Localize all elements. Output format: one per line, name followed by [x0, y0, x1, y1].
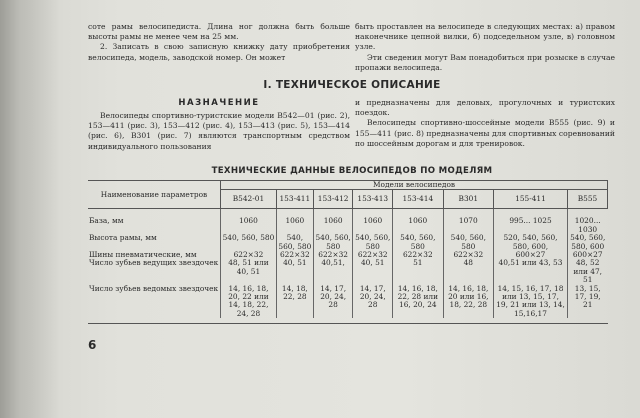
- table-cell: 14, 17, 20, 24, 28: [313, 285, 353, 319]
- paragraph: и предназначены для деловых, прогулочных и туристских поездок.: [355, 98, 615, 118]
- model-header: В542-01: [221, 190, 277, 209]
- table-cell: 540, 560, 580, 600: [567, 234, 607, 251]
- table-cell: 14, 18, 22, 28: [276, 285, 313, 319]
- section-title: I. ТЕХНИЧЕСКОЕ ОПИСАНИЕ: [263, 79, 441, 91]
- description-left: [88, 111, 350, 152]
- row-name: Шины пневматические, мм: [89, 250, 197, 260]
- row-name: Число зубьев ведомых звездочек: [89, 283, 219, 293]
- table-cell: 540, 560, 580: [393, 234, 444, 251]
- row-name: Число зубьев ведущих звездочек: [89, 258, 219, 268]
- table-cell: 540, 560, 580: [313, 234, 353, 251]
- table-cell: 40, 51: [276, 259, 313, 284]
- table-cell: 622×32: [443, 251, 494, 259]
- models-header: Модели велосипедов: [221, 181, 608, 190]
- model-header: 153-411: [276, 190, 313, 209]
- table-cell: 540, 560, 580: [353, 234, 393, 251]
- table-cell: 14, 17, 20, 24, 28: [353, 285, 393, 319]
- table-row: [88, 285, 608, 319]
- table-cell: 1060: [353, 209, 393, 234]
- table-cell: 622×32: [313, 251, 353, 259]
- table-cell: 520, 540, 560, 580, 600,: [494, 234, 568, 251]
- table-cell: 14, 15, 16, 17, 18 или 13, 15, 17, 19, 21 или 13, 14, 15,16,17: [494, 285, 568, 319]
- table-cell: 622×32: [276, 251, 313, 259]
- table-cell: 622×32: [353, 251, 393, 259]
- table-cell: 622×32: [221, 251, 277, 259]
- table-cell: 540, 560, 580: [278, 233, 312, 251]
- paragraph: 2. Записать в свою записную книжку дату приобретения велосипеда, модель, заводской номер. Он может: [88, 42, 350, 62]
- page-number: 6: [88, 338, 97, 352]
- top-right-column: [355, 22, 615, 73]
- table-cell: 1060: [393, 209, 444, 234]
- page-binding-shadow: [0, 0, 60, 418]
- top-left-column: [88, 22, 350, 63]
- paragraph: Велосипеды спортивно-шоссейные модели В555 (рис. 9) и 155—411 (рис. 8) предназначены для спортивных соревнований по шоссейным дорогам и для тренировок.: [355, 118, 615, 148]
- table-cell: 14, 16, 18, 20, 22 или 14, 18, 22, 24, 28: [221, 285, 277, 319]
- paragraph: быть проставлен на велосипеде в следующих местах: а) правом наконечнике цепной вилки, б) подседельном узле, в) головном узле.: [355, 22, 615, 52]
- table-title: ТЕХНИЧЕСКИЕ ДАННЫЕ ВЕЛОСИПЕДОВ ПО МОДЕЛЯМ: [211, 166, 493, 176]
- model-header: 153-412: [313, 190, 353, 209]
- table-cell: 600×27: [567, 251, 607, 259]
- table-cell: 51: [393, 259, 444, 284]
- table-cell: 48: [443, 259, 494, 284]
- table-cell: 48, 51 или 40, 51: [221, 259, 277, 284]
- table-cell: 13, 15, 17, 19, 21: [567, 285, 607, 319]
- row-name: Высота рамы, мм: [89, 233, 157, 243]
- table-row: [88, 234, 608, 251]
- table-row: [88, 259, 608, 284]
- table-cell: 40, 51: [353, 259, 393, 284]
- model-header: 155-411: [494, 190, 568, 209]
- specs-table: [88, 180, 608, 318]
- table-cell: 622×32: [393, 251, 444, 259]
- paragraph: Велосипеды спортивно-туристские модели В542—01 (рис. 2), 153—411 (рис. 3), 153—412 (рис. 4), 153—413 (рис. 5), 153—414 (рис. 6), В301 (рис. 7) являются транспортным средством индивидуального пользования: [88, 111, 350, 151]
- table-bottom-rule: [88, 323, 608, 324]
- row-name: База, мм: [89, 216, 124, 226]
- model-header: 153-413: [353, 190, 393, 209]
- paragraph: соте рамы велосипедиста. Длина ног должна быть больше высоты рамы не менее чем на 25 мм.: [88, 22, 350, 42]
- table-cell: 40,51 или 43, 53: [494, 259, 568, 284]
- model-header: В301: [443, 190, 494, 209]
- table-cell: 1060: [221, 209, 277, 234]
- table-cell: 1060: [276, 209, 313, 234]
- name-header: Наименование параметров: [88, 181, 221, 209]
- model-header: 153-414: [393, 190, 444, 209]
- table-cell: 48, 52 или 47, 51: [567, 259, 607, 284]
- description-right: [355, 98, 615, 149]
- table-cell: 1020... 1030: [567, 209, 607, 234]
- table-cell: 1060: [313, 209, 353, 234]
- model-header: В555: [567, 190, 607, 209]
- table-cell: 14, 16, 18, 20 или 16, 18, 22, 28: [443, 285, 494, 319]
- table-cell: 540, 560, 580: [221, 234, 277, 251]
- table-cell: 600×27: [494, 251, 568, 259]
- table-cell: 40,51,: [313, 259, 353, 284]
- table-row: [88, 209, 608, 234]
- paragraph: Эти сведения могут Вам понадобиться при розыске в случае пропажи велосипеда.: [355, 52, 615, 72]
- table-cell: 995... 1025: [494, 209, 568, 234]
- table-cell: 1070: [443, 209, 494, 234]
- subsection-title: НАЗНАЧЕНИЕ: [178, 98, 260, 108]
- table-cell: 14, 16, 18, 22, 28 или 16, 20, 24: [393, 285, 444, 319]
- table-cell: 540, 560, 580: [443, 234, 494, 251]
